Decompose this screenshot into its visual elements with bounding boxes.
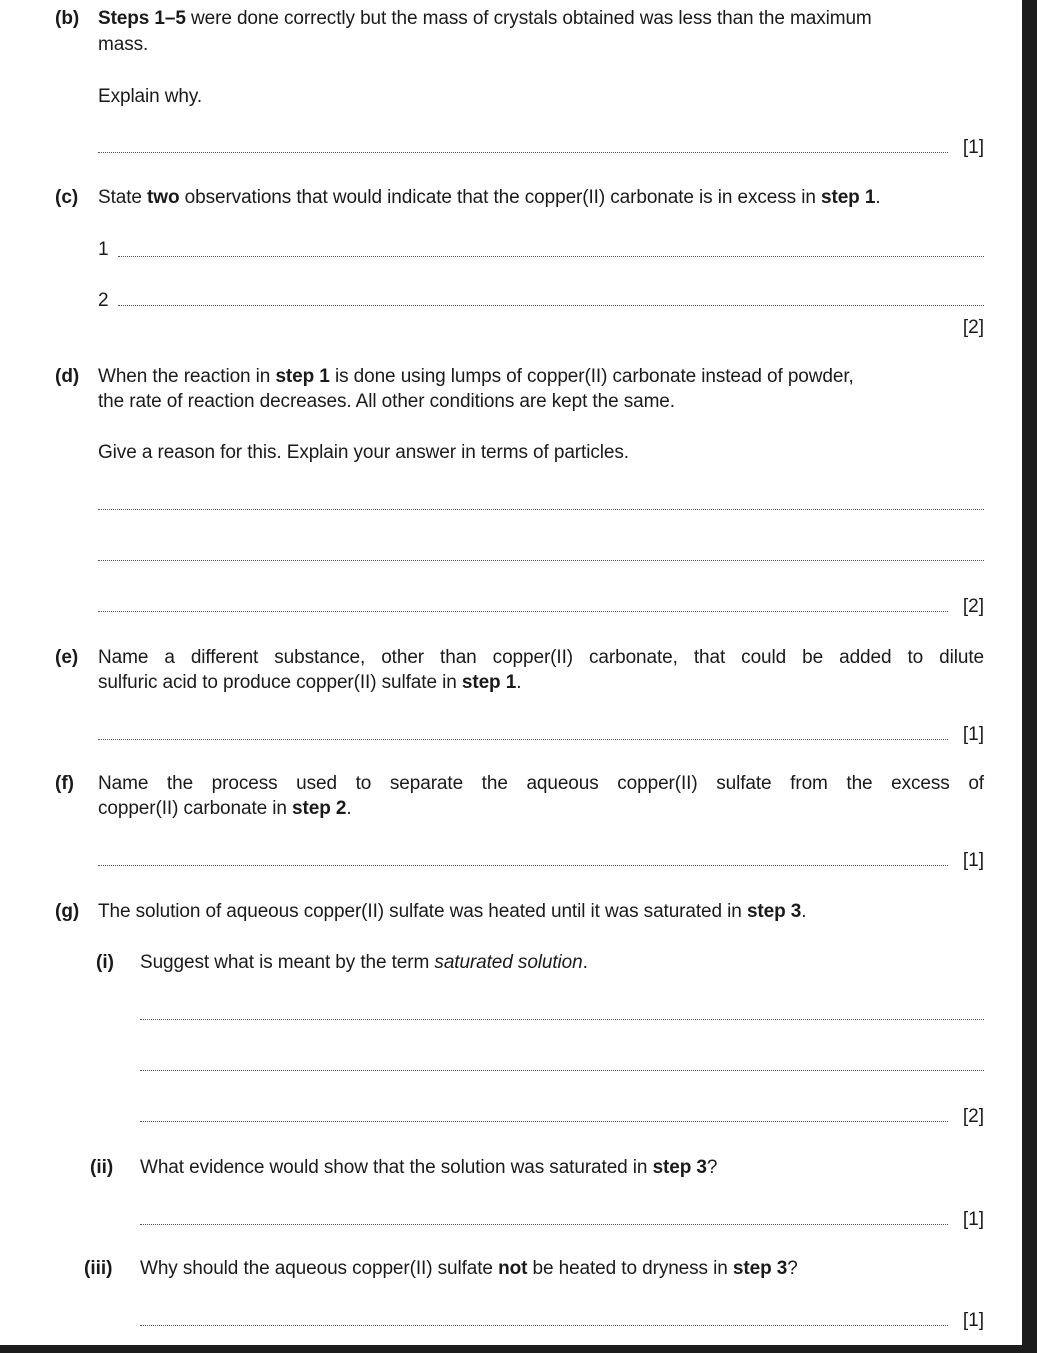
answer-line-c1[interactable] (118, 256, 984, 257)
mark-e: [1] (962, 724, 984, 745)
part-e-label: (e) (55, 647, 79, 668)
answer-line-g-i-2[interactable] (140, 1070, 984, 1071)
part-g-question: The solution of aqueous copper(II) sulfate was heated until it was saturated in step 3. (98, 901, 807, 922)
answer-line-g-i-1[interactable] (140, 1019, 984, 1020)
part-g-label: (g) (55, 901, 80, 922)
part-f-question-line1: Name the process used to separate the aqueous copper(II) sulfate from the excess of (98, 773, 984, 794)
part-b-prompt: Explain why. (98, 86, 203, 107)
answer-line-g-iii[interactable] (140, 1325, 948, 1326)
part-e-question-line2: sulfuric acid to produce copper(II) sulfate in step 1. (98, 672, 522, 693)
mark-g-ii: [1] (962, 1209, 984, 1230)
mark-b: [1] (962, 137, 984, 158)
part-e-question-line1: Name a different substance, other than copper(II) carbonate, that could be added to dilute (98, 647, 984, 668)
answer-line-c2[interactable] (118, 305, 984, 306)
part-c-label: (c) (55, 187, 79, 208)
part-d-question-line2: the rate of reaction decreases. All other conditions are kept the same. (98, 391, 675, 412)
part-g-i-label: (i) (96, 952, 114, 973)
part-g-iii-question: Why should the aqueous copper(II) sulfate not be heated to dryness in step 3? (140, 1258, 798, 1279)
answer-line-d1[interactable] (98, 509, 984, 510)
mark-c: [2] (962, 317, 984, 338)
observation-number-2: 2 (98, 290, 109, 311)
part-d-question-line1: When the reaction in step 1 is done using lumps of copper(II) carbonate instead of powder, (98, 366, 854, 387)
part-f-label: (f) (55, 773, 74, 794)
answer-line-d3[interactable] (98, 611, 948, 612)
answer-line-f[interactable] (98, 865, 948, 866)
part-f-question-line2: copper(II) carbonate in step 2. (98, 798, 352, 819)
answer-line-e[interactable] (98, 739, 948, 740)
observation-number-1: 1 (98, 239, 109, 260)
answer-line-d2[interactable] (98, 560, 984, 561)
answer-line-g-i-3[interactable] (140, 1121, 948, 1122)
part-d-prompt: Give a reason for this. Explain your answer in terms of particles. (98, 442, 629, 463)
part-b-question-line1: Steps 1–5 were done correctly but the mass of crystals obtained was less than the maximum (98, 8, 872, 29)
mark-g-iii: [1] (962, 1310, 984, 1331)
part-g-iii-label: (iii) (84, 1258, 113, 1279)
part-b-label: (b) (55, 8, 80, 29)
answer-line-g-ii[interactable] (140, 1224, 948, 1225)
answer-line-b[interactable] (98, 152, 948, 153)
mark-g-i: [2] (962, 1106, 984, 1127)
part-g-ii-label: (ii) (90, 1157, 114, 1178)
part-d-label: (d) (55, 366, 80, 387)
mark-d: [2] (962, 596, 984, 617)
part-g-i-question: Suggest what is meant by the term saturated solution. (140, 952, 588, 973)
part-c-question: State two observations that would indicate that the copper(II) carbonate is in excess in step 1. (98, 187, 881, 208)
mark-f: [1] (962, 850, 984, 871)
part-b-question-line2: mass. (98, 34, 149, 55)
part-g-ii-question: What evidence would show that the solution was saturated in step 3? (140, 1157, 718, 1178)
